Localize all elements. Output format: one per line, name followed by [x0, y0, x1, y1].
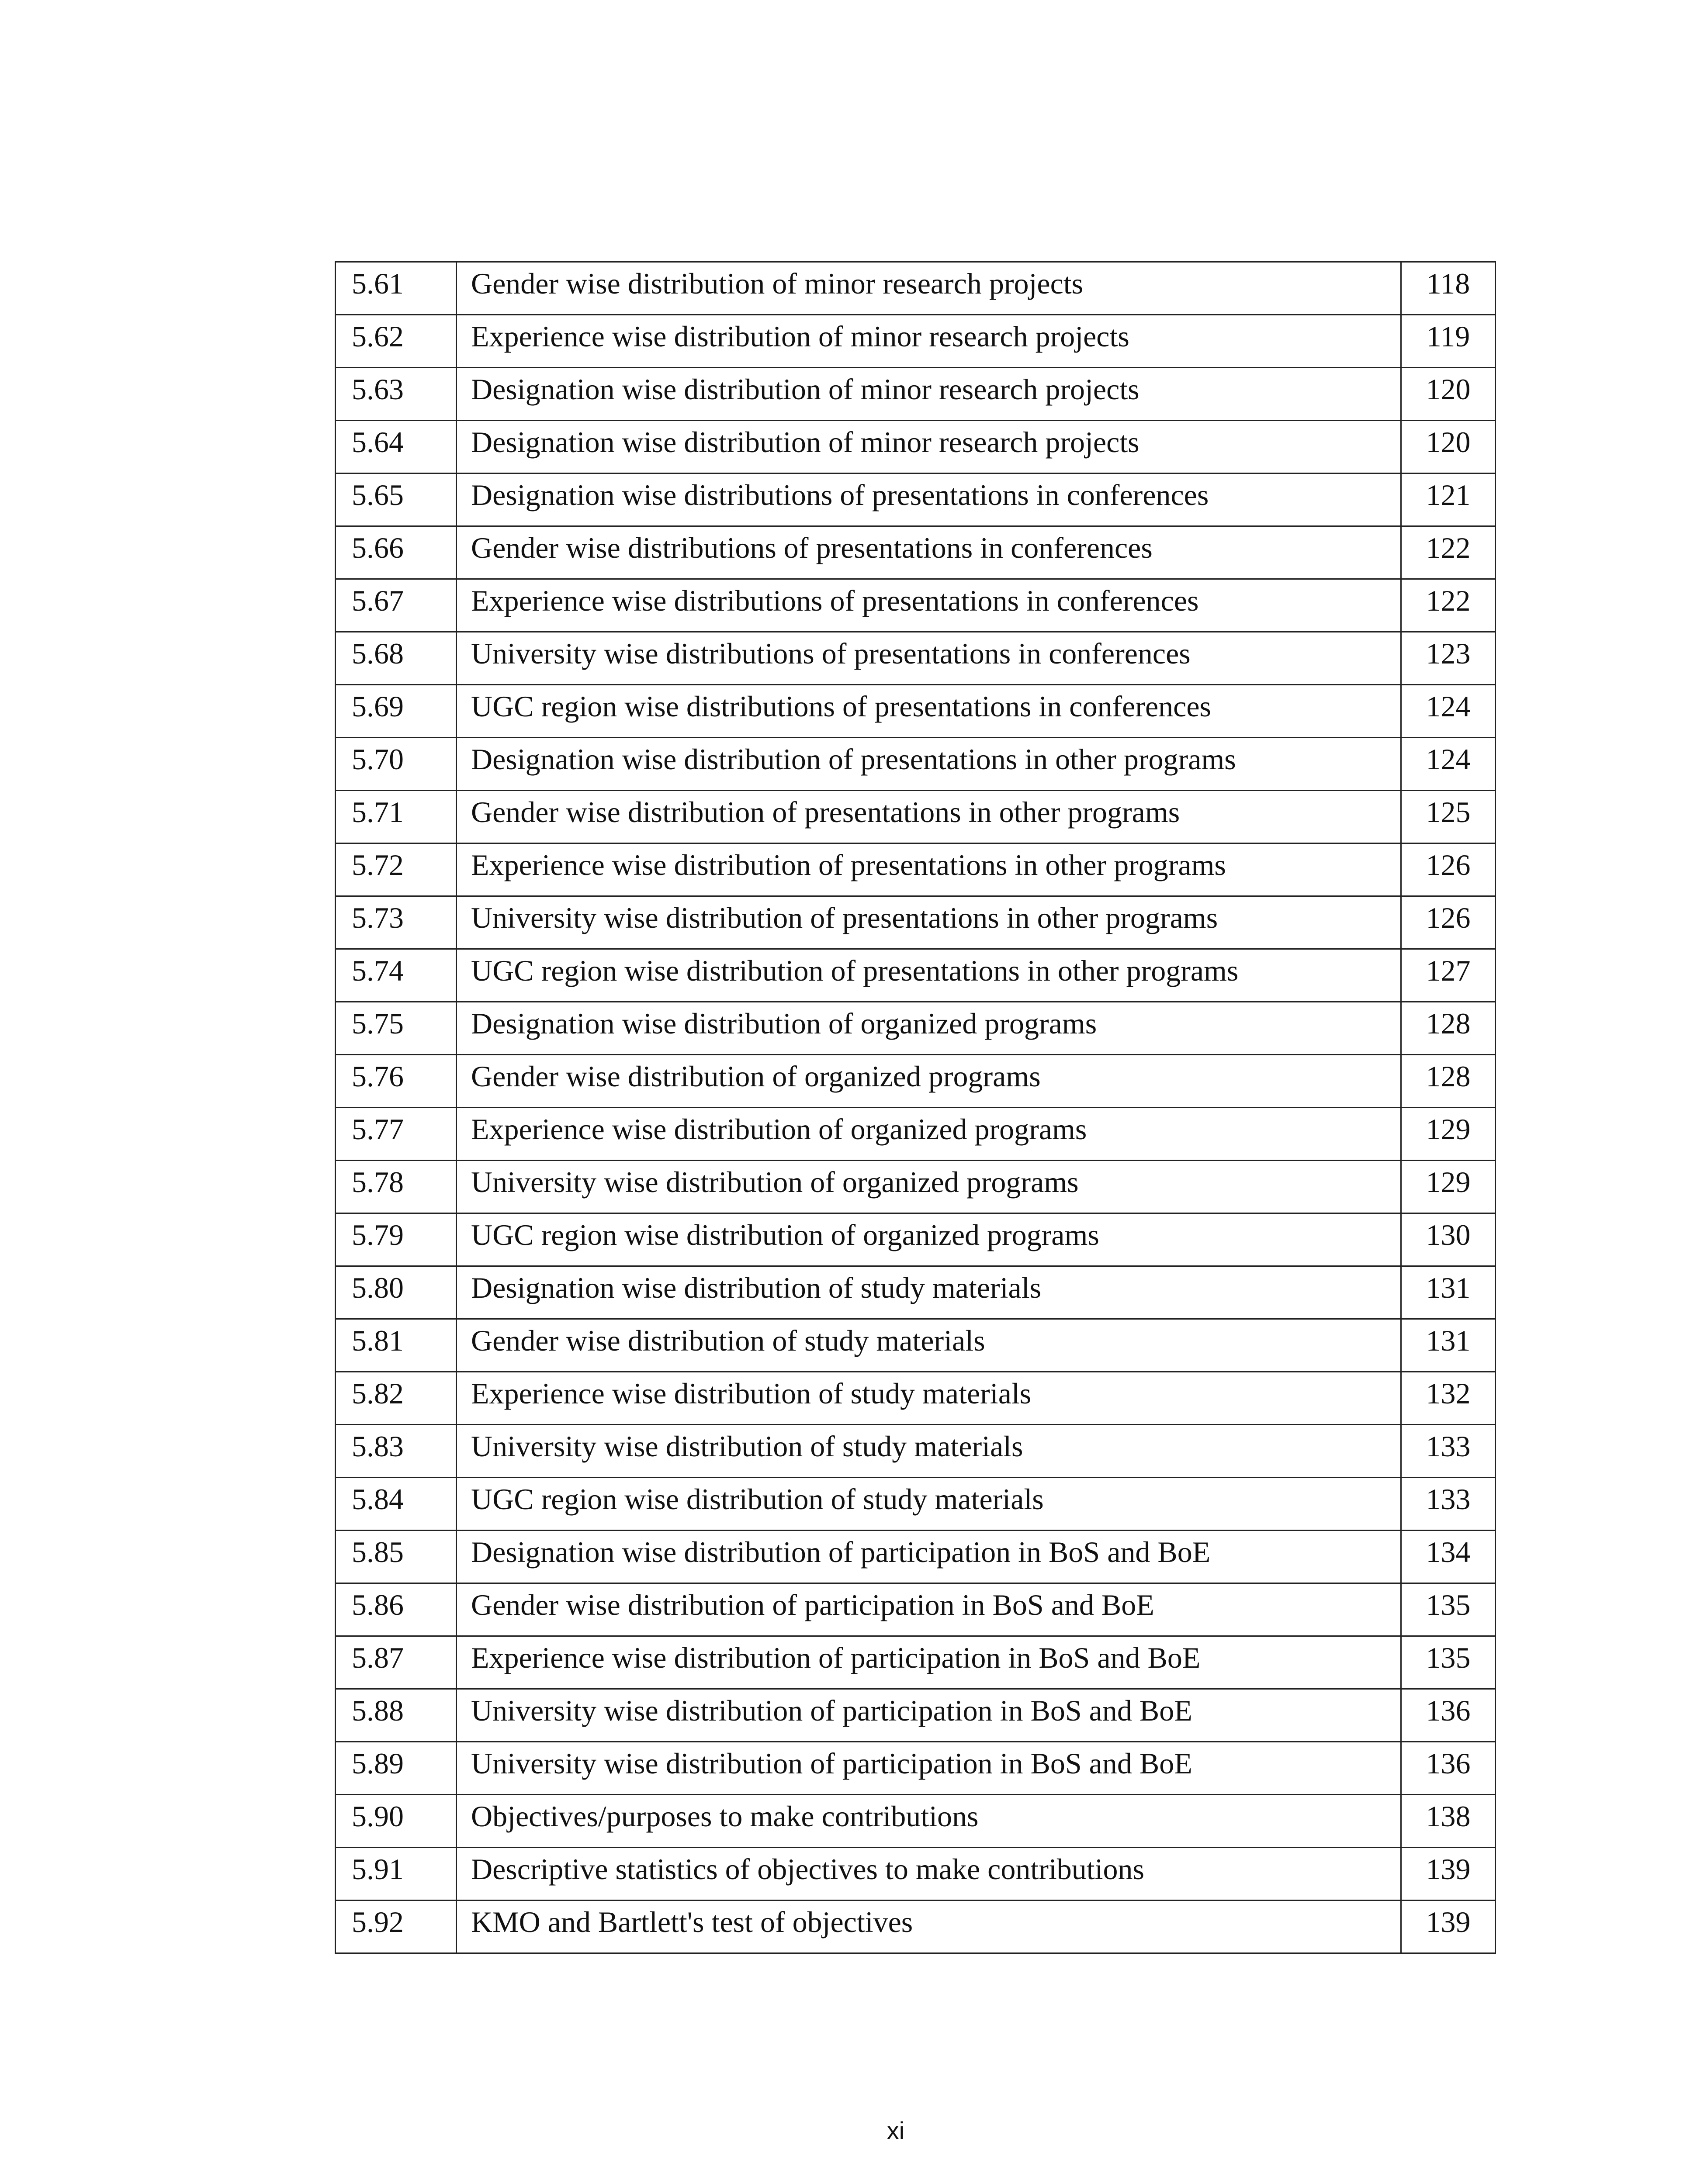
table-row: [336, 1055, 1496, 1108]
table-page-cell: 139: [1401, 1848, 1496, 1901]
table-title-cell: Objectives/purposes to make contributions: [457, 1795, 1401, 1848]
table-page-cell: 122: [1401, 579, 1496, 632]
table-number-cell: 5.82: [336, 1372, 457, 1425]
table-number-cell: 5.80: [336, 1266, 457, 1319]
table-page-cell: 131: [1401, 1266, 1496, 1319]
table-page-cell: 127: [1401, 949, 1496, 1002]
table-page-cell: 128: [1401, 1002, 1496, 1055]
table-page-cell: 133: [1401, 1425, 1496, 1478]
table-row: [336, 526, 1496, 579]
table-number-cell: 5.75: [336, 1002, 457, 1055]
table-number-cell: 5.65: [336, 473, 457, 526]
table-row: [336, 1478, 1496, 1531]
table-number-cell: 5.61: [336, 262, 457, 315]
table-row: [336, 1583, 1496, 1636]
table-title-cell: Gender wise distribution of participation in BoS and BoE: [457, 1583, 1401, 1636]
table-number-cell: 5.73: [336, 896, 457, 949]
table-page-cell: 124: [1401, 685, 1496, 738]
table-title-cell: University wise distribution of participation in BoS and BoE: [457, 1742, 1401, 1795]
table-row: [336, 1848, 1496, 1901]
table-number-cell: 5.74: [336, 949, 457, 1002]
table-page-cell: 122: [1401, 526, 1496, 579]
table-row: [336, 843, 1496, 896]
table-title-cell: UGC region wise distribution of study materials: [457, 1478, 1401, 1531]
table-row: [336, 262, 1496, 315]
table-page-cell: 119: [1401, 315, 1496, 368]
table-page-cell: 120: [1401, 421, 1496, 473]
table-title-cell: Designation wise distribution of organized programs: [457, 1002, 1401, 1055]
table-number-cell: 5.89: [336, 1742, 457, 1795]
table-number-cell: 5.92: [336, 1901, 457, 1953]
table-title-cell: Experience wise distribution of minor research projects: [457, 315, 1401, 368]
table-title-cell: Designation wise distribution of study materials: [457, 1266, 1401, 1319]
table-title-cell: Experience wise distribution of presentations in other programs: [457, 843, 1401, 896]
table-number-cell: 5.68: [336, 632, 457, 685]
table-title-cell: University wise distribution of organized programs: [457, 1161, 1401, 1213]
table-row: [336, 1636, 1496, 1689]
table-row: [336, 738, 1496, 791]
table-title-cell: Experience wise distribution of organized programs: [457, 1108, 1401, 1161]
table-title-cell: Descriptive statistics of objectives to make contributions: [457, 1848, 1401, 1901]
table-number-cell: 5.85: [336, 1531, 457, 1583]
table-row: [336, 1795, 1496, 1848]
table-row: [336, 1689, 1496, 1742]
table-page-cell: 123: [1401, 632, 1496, 685]
table-number-cell: 5.63: [336, 368, 457, 421]
table-number-cell: 5.83: [336, 1425, 457, 1478]
table-page-cell: 120: [1401, 368, 1496, 421]
table-title-cell: Gender wise distribution of study materials: [457, 1319, 1401, 1372]
table-title-cell: Experience wise distribution of participation in BoS and BoE: [457, 1636, 1401, 1689]
table-row: [336, 1213, 1496, 1266]
table-title-cell: Experience wise distributions of presentations in conferences: [457, 579, 1401, 632]
table-page-cell: 129: [1401, 1161, 1496, 1213]
table-row: [336, 315, 1496, 368]
table-title-cell: University wise distribution of study materials: [457, 1425, 1401, 1478]
table-number-cell: 5.64: [336, 421, 457, 473]
table-title-cell: Gender wise distribution of presentations in other programs: [457, 791, 1401, 843]
table-title-cell: Designation wise distributions of presentations in conferences: [457, 473, 1401, 526]
table-number-cell: 5.67: [336, 579, 457, 632]
table-title-cell: Designation wise distribution of presentations in other programs: [457, 738, 1401, 791]
table-page-cell: 136: [1401, 1689, 1496, 1742]
table-row: [336, 632, 1496, 685]
table-row: [336, 1319, 1496, 1372]
table-title-cell: UGC region wise distribution of presentations in other programs: [457, 949, 1401, 1002]
table-number-cell: 5.71: [336, 791, 457, 843]
table-title-cell: Gender wise distribution of minor research projects: [457, 262, 1401, 315]
table-page-cell: 129: [1401, 1108, 1496, 1161]
table-title-cell: Designation wise distribution of minor research projects: [457, 368, 1401, 421]
table-number-cell: 5.69: [336, 685, 457, 738]
table-row: [336, 1742, 1496, 1795]
table-page-cell: 136: [1401, 1742, 1496, 1795]
table-title-cell: University wise distributions of presentations in conferences: [457, 632, 1401, 685]
table-row: [336, 1372, 1496, 1425]
table-number-cell: 5.86: [336, 1583, 457, 1636]
table-number-cell: 5.62: [336, 315, 457, 368]
table-title-cell: UGC region wise distribution of organized programs: [457, 1213, 1401, 1266]
table-page-cell: 135: [1401, 1636, 1496, 1689]
table-page-cell: 121: [1401, 473, 1496, 526]
table-number-cell: 5.76: [336, 1055, 457, 1108]
table-title-cell: KMO and Bartlett's test of objectives: [457, 1901, 1401, 1953]
table-title-cell: Gender wise distribution of organized programs: [457, 1055, 1401, 1108]
table-page-cell: 125: [1401, 791, 1496, 843]
table-number-cell: 5.66: [336, 526, 457, 579]
list-of-tables: [335, 261, 1496, 1954]
table-page-cell: 126: [1401, 843, 1496, 896]
table-number-cell: 5.78: [336, 1161, 457, 1213]
table-row: [336, 1266, 1496, 1319]
table-row: [336, 1161, 1496, 1213]
table-number-cell: 5.81: [336, 1319, 457, 1372]
table-number-cell: 5.79: [336, 1213, 457, 1266]
table-page-cell: 128: [1401, 1055, 1496, 1108]
table-number-cell: 5.70: [336, 738, 457, 791]
table-title-cell: UGC region wise distributions of presentations in conferences: [457, 685, 1401, 738]
table-number-cell: 5.87: [336, 1636, 457, 1689]
table-row: [336, 685, 1496, 738]
table-row: [336, 1531, 1496, 1583]
table-row: [336, 579, 1496, 632]
table-row: [336, 368, 1496, 421]
table-title-cell: Designation wise distribution of participation in BoS and BoE: [457, 1531, 1401, 1583]
table-row: [336, 1108, 1496, 1161]
table-number-cell: 5.77: [336, 1108, 457, 1161]
table-page-cell: 131: [1401, 1319, 1496, 1372]
table-page-cell: 130: [1401, 1213, 1496, 1266]
table-page-cell: 139: [1401, 1901, 1496, 1953]
table-row: [336, 1425, 1496, 1478]
table-page-cell: 135: [1401, 1583, 1496, 1636]
table-title-cell: Experience wise distribution of study materials: [457, 1372, 1401, 1425]
table-row: [336, 473, 1496, 526]
table-title-cell: University wise distribution of participation in BoS and BoE: [457, 1689, 1401, 1742]
table-number-cell: 5.91: [336, 1848, 457, 1901]
table-number-cell: 5.72: [336, 843, 457, 896]
table-title-cell: Gender wise distributions of presentations in conferences: [457, 526, 1401, 579]
table-row: [336, 791, 1496, 843]
table-page-cell: 132: [1401, 1372, 1496, 1425]
table-number-cell: 5.84: [336, 1478, 457, 1531]
table-page-cell: 138: [1401, 1795, 1496, 1848]
table-row: [336, 1901, 1496, 1953]
table-title-cell: Designation wise distribution of minor research projects: [457, 421, 1401, 473]
list-of-tables-body: [336, 262, 1496, 1953]
table-page-cell: 126: [1401, 896, 1496, 949]
page-number: xi: [887, 2117, 905, 2144]
table-page-cell: 124: [1401, 738, 1496, 791]
table-title-cell: University wise distribution of presentations in other programs: [457, 896, 1401, 949]
table-row: [336, 1002, 1496, 1055]
table-row: [336, 421, 1496, 473]
table-row: [336, 896, 1496, 949]
table-page-cell: 133: [1401, 1478, 1496, 1531]
table-page-cell: 134: [1401, 1531, 1496, 1583]
table-row: [336, 949, 1496, 1002]
table-number-cell: 5.88: [336, 1689, 457, 1742]
table-page-cell: 118: [1401, 262, 1496, 315]
table-number-cell: 5.90: [336, 1795, 457, 1848]
